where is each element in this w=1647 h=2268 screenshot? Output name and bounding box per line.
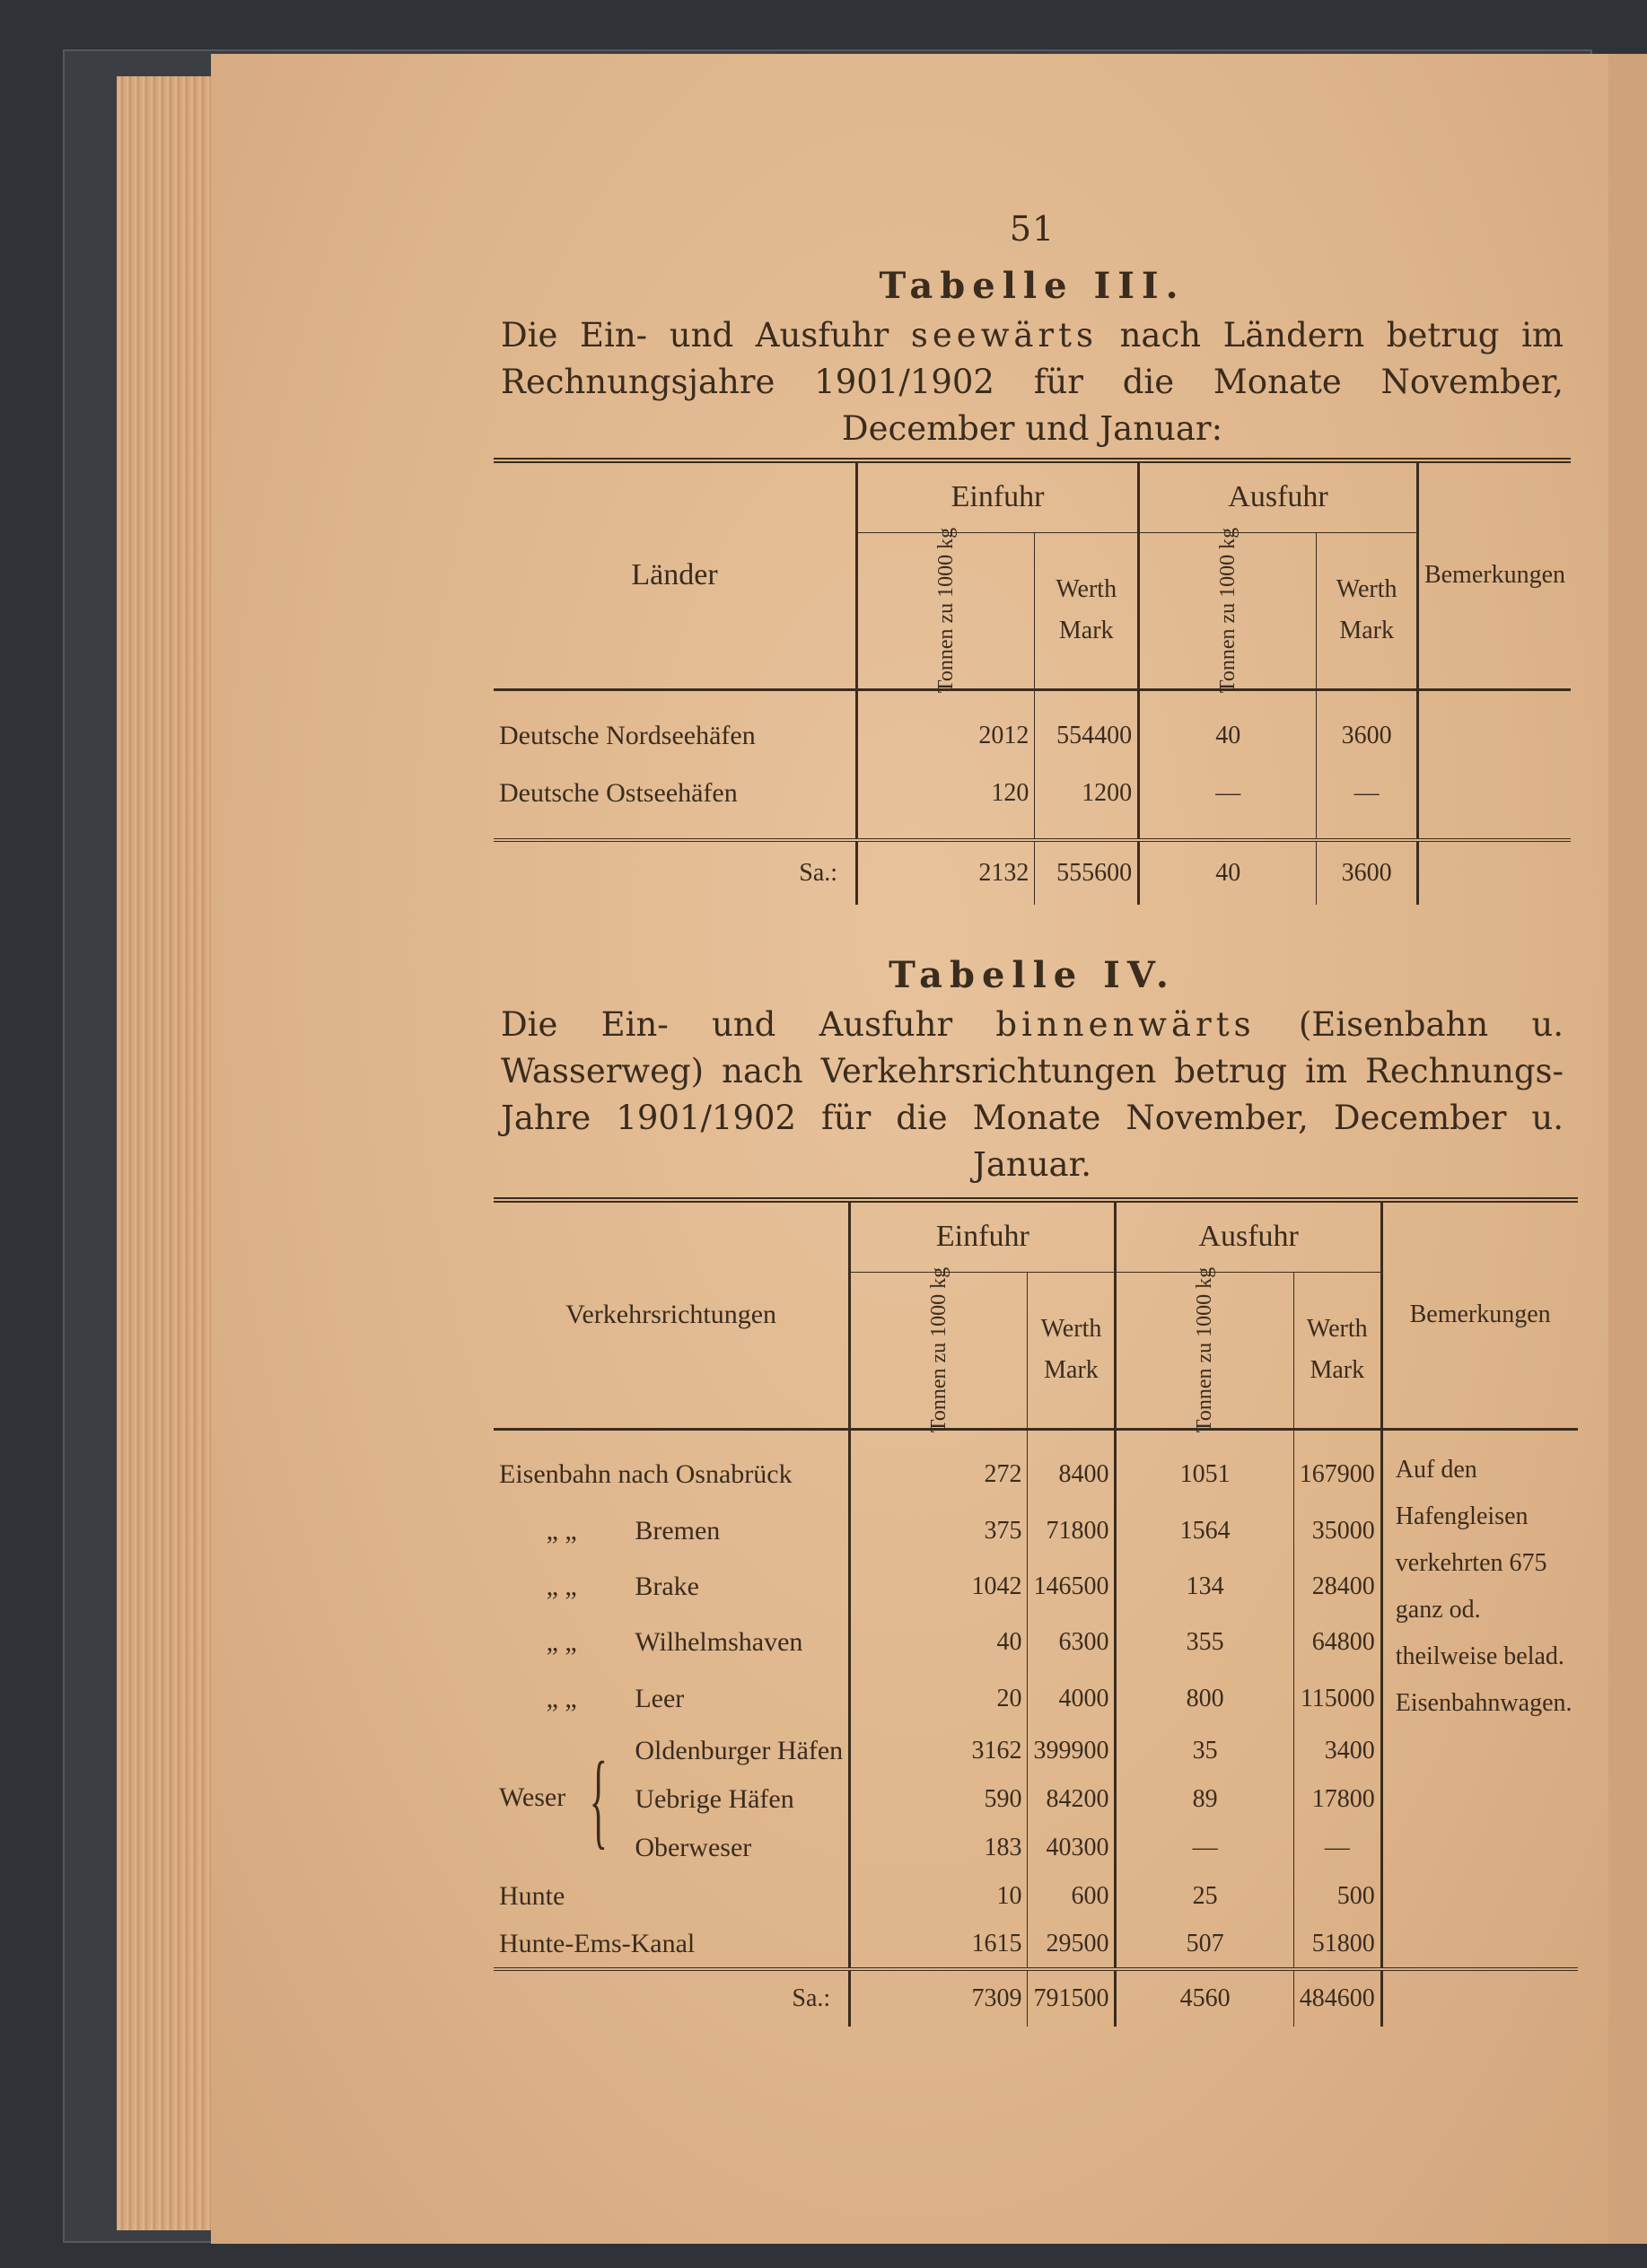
table3-header-tonnen-ein [857,527,1035,694]
cell-ein-werth: 399900 [1028,1727,1116,1775]
cell-ein-werth: 84200 [1028,1775,1116,1824]
row-prefix: „ „ [546,1683,577,1713]
sum-row [494,1969,1578,2027]
cell-ein-tonnen: 1615 [850,1921,1028,1969]
cell-aus-werth: — [1317,765,1418,822]
table3-header-bemerkungen: Bemerkungen [1417,460,1571,689]
row-label: Deutsche Ostseehäfen [499,778,738,808]
row-label [494,1447,850,1502]
table3-tonnen-ein-text: Tonnen zu 1000 kg [934,527,959,694]
row-name: Wilhelmshaven [635,1627,803,1658]
cell-ein-tonnen: 590 [850,1775,1028,1824]
page-edges [117,76,215,2230]
cell-ein-werth: 6300 [1028,1615,1116,1670]
page-number: 51 [1009,209,1056,249]
table4-tonnen-ein-text: Tonnen zu 1000 kg [927,1266,951,1433]
row-prefix: Eisenbahn nach [499,1459,670,1490]
row-name: Bremen [635,1515,721,1546]
cell-aus-tonnen: 800 [1116,1671,1293,1727]
cell-ein-werth: 146500 [1028,1559,1116,1615]
brace-icon: { [589,1739,608,1859]
row-prefix: „ „ [546,1627,577,1658]
table4-header-werth-aus [1293,1272,1381,1429]
table3-tonnen-aus-text: Tonnen zu 1000 kg [1216,527,1240,694]
cell-ein-werth: 4000 [1028,1671,1116,1727]
table4-header-werth-ein [1028,1272,1116,1429]
row-name: Osnabrück [675,1459,793,1490]
table3-header-werth-ein [1035,532,1139,689]
table4-header-tonnen-aus [1116,1266,1293,1433]
cell-aus-werth: 51800 [1293,1921,1381,1969]
remark: Auf den Hafengleisen verkehrten 675 ganz od. theilweise belad. Eisenbahnwagen. [1381,1447,1577,1727]
cell-aus-tonnen: 355 [1116,1615,1293,1670]
cell-aus-werth: 17800 [1293,1775,1381,1824]
table3-werth-aus-text: Werth [1336,575,1397,603]
table4-caption-a: Die Ein- und Ausfuhr [501,1005,953,1044]
table4-header-tonnen-ein [850,1266,1028,1433]
row-name: Uebrige Häfen [635,1784,794,1814]
cell-aus-werth: 3600 [1317,707,1418,765]
sum-aus-werth: 484600 [1293,1969,1381,2027]
table3-header-tonnen-aus [1139,527,1317,694]
cell-aus-tonnen: 40 [1139,707,1317,765]
sum-aus-werth: 3600 [1317,840,1418,905]
table4-caption-b: (Eisenbahn u. Wasserweg) nach Verkehrsrichtungen betrug im Rechnungs-Jahre 1901/1902 für die Monate November, December u. Januar. [501,1005,1564,1184]
cell-aus-werth: 35000 [1293,1502,1381,1558]
sum-label: Sa.: [792,1984,831,2012]
row-prefix: „ „ [546,1515,577,1546]
cell-aus-werth: 115000 [1293,1671,1381,1727]
cell-ein-werth: 40300 [1028,1824,1116,1872]
cell-ein-werth: 554400 [1035,707,1139,765]
table3-header-ausfuhr: Ausfuhr [1139,460,1418,532]
sum-aus-tonnen: 40 [1139,840,1317,905]
table4-caption [494,1002,1571,1188]
sum-ein-werth: 791500 [1028,1969,1116,2027]
table3-mark-aus-text: Mark [1339,617,1394,644]
row-name: Leer [635,1683,685,1713]
table3-caption [494,312,1571,452]
cell-ein-tonnen: 3162 [850,1727,1028,1775]
cell-ein-werth: 29500 [1028,1921,1116,1969]
table3 [494,458,1571,905]
table3-caption-a: Die Ein- und Ausfuhr [501,316,889,355]
weser-label: Weser [499,1782,566,1812]
cell-ein-tonnen: 375 [850,1502,1028,1558]
table3-caption-b: nach Ländern betrug im Rechnungsjahre 1901/1902 für die Monate November, December und Januar: [501,316,1564,448]
row-name: Brake [635,1571,699,1601]
cell-aus-werth: 500 [1293,1872,1381,1921]
cell-aus-werth: 167900 [1293,1447,1381,1502]
cell-aus-tonnen: 35 [1116,1727,1293,1775]
table-row [494,707,1571,765]
table4-mark-aus-text: Mark [1310,1356,1365,1384]
cell-ein-werth: 71800 [1028,1502,1116,1558]
sum-label: Sa.: [799,859,838,887]
cell-ein-tonnen: 183 [850,1824,1028,1872]
cell-aus-werth: 28400 [1293,1559,1381,1615]
table4-werth-ein-text: Werth [1040,1315,1102,1343]
table-row [494,1727,1578,1775]
sum-ein-tonnen: 7309 [850,1969,1028,2027]
cell-ein-tonnen: 2012 [857,707,1035,765]
cell-aus-tonnen: — [1139,765,1317,822]
sum-row [494,840,1571,905]
sum-ein-tonnen: 2132 [857,840,1035,905]
table4 [494,1197,1578,2027]
cell-aus-werth: 3400 [1293,1727,1381,1775]
row-name: Oldenburger Häfen [635,1736,844,1765]
next-page-edge [1608,54,1647,2244]
row-label: Deutsche Nordseehäfen [499,721,756,750]
table3-header-label: Länder [494,460,857,689]
table3-mark-ein-text: Mark [1058,617,1114,644]
row-name: Hunte-Ems-Kanal [499,1929,696,1958]
row-prefix: „ „ [546,1571,577,1601]
cell-ein-werth: 8400 [1028,1447,1116,1502]
table4-header-ausfuhr: Ausfuhr [1116,1200,1381,1272]
table3-header-werth-aus [1317,532,1418,689]
table4-tonnen-aus-text: Tonnen zu 1000 kg [1193,1266,1217,1433]
cell-ein-werth: 1200 [1035,765,1139,822]
cell-ein-tonnen: 10 [850,1872,1028,1921]
cell-aus-tonnen: 1564 [1116,1502,1293,1558]
cell-aus-tonnen: 89 [1116,1775,1293,1824]
table3-caption-spaced: seewärts [910,316,1098,355]
table3-header-einfuhr: Einfuhr [857,460,1139,532]
cell-aus-tonnen: 25 [1116,1872,1293,1921]
row-name: Oberweser [635,1833,752,1862]
cell-aus-tonnen: — [1116,1824,1293,1872]
weser-group [494,1727,629,1872]
table4-header-einfuhr: Einfuhr [850,1200,1116,1272]
cell-aus-tonnen: 1051 [1116,1447,1293,1502]
cell-ein-tonnen: 120 [857,765,1035,822]
table4-werth-aus-text: Werth [1306,1315,1368,1343]
cell-ein-werth: 600 [1028,1872,1116,1921]
cell-aus-tonnen: 507 [1116,1921,1293,1969]
row-name: Hunte [499,1881,565,1911]
table4-header-label: Verkehrsrichtungen [494,1200,850,1429]
cell-ein-tonnen: 1042 [850,1559,1028,1615]
table4-header-bemerkungen: Bemerkungen [1381,1200,1577,1429]
sum-ein-werth: 555600 [1035,840,1139,905]
table3-title: Tabelle III. [879,265,1186,307]
cell-aus-tonnen: 134 [1116,1559,1293,1615]
cell-aus-werth: 64800 [1293,1615,1381,1670]
table3-werth-ein-text: Werth [1056,575,1117,603]
table4-caption-spaced: binnenwärts [995,1005,1256,1044]
table-row [494,765,1571,822]
table4-title: Tabelle IV. [889,954,1176,996]
cell-ein-tonnen: 40 [850,1615,1028,1670]
table-row [494,1447,1578,1502]
cell-aus-werth: — [1293,1824,1381,1872]
sum-aus-tonnen: 4560 [1116,1969,1293,2027]
table4-mark-ein-text: Mark [1044,1356,1099,1384]
cell-ein-tonnen: 20 [850,1671,1028,1727]
cell-ein-tonnen: 272 [850,1447,1028,1502]
page-content [494,197,1571,2027]
